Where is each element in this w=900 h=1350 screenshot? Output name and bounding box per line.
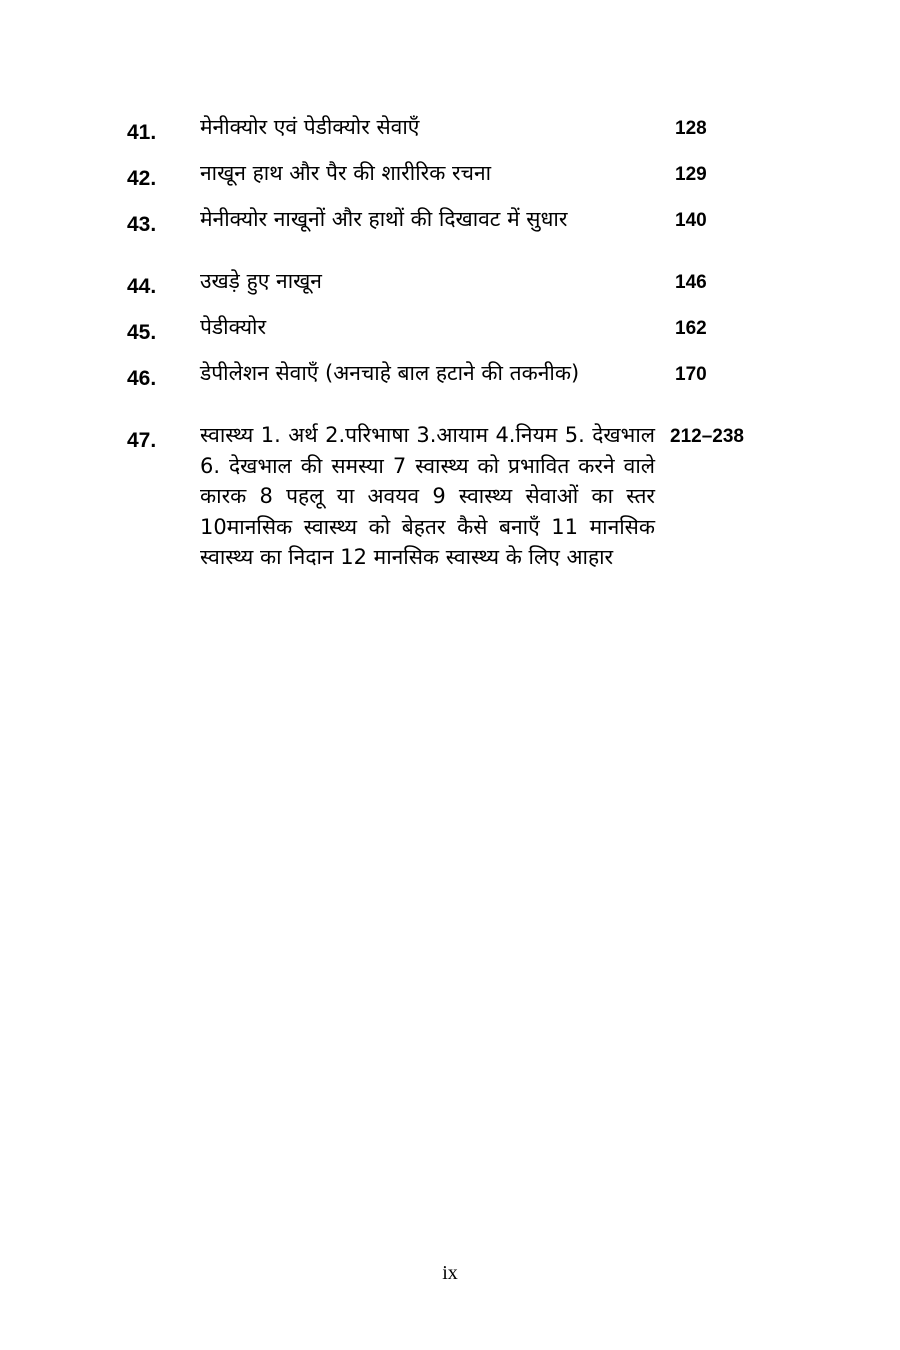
toc-entry (127, 420, 787, 573)
toc-entry-title: नाखून हाथ और पैर की शारीरिक रचना (200, 161, 492, 185)
toc-entry-number: 43. (127, 213, 157, 236)
toc-entry (127, 358, 787, 420)
table-of-contents (127, 112, 787, 573)
toc-entry-number: 42. (127, 167, 157, 190)
toc-entry-page: 140 (675, 210, 707, 231)
toc-entry-title: स्वास्थ्य 1. अर्थ 2.परिभाषा 3.आयाम 4.नियम 5. देखभाल 6. देखभाल की समस्या 7 स्वास्थ्य को प्रभावित करने वाले कारक 8 पहलू या अवयव 9 स्वास्थ्य सेवाओं का स्तर 10मानसिक स्वास्थ्य को बेहतर कैसे बनाएँ 11 मानसिक स्वास्थ्य का निदान 12 मानसिक स्वास्थ्य के लिए आहार (200, 423, 655, 569)
toc-entry-number: 41. (127, 121, 157, 144)
toc-entry-page: 170 (675, 364, 707, 385)
toc-entry-number: 45. (127, 321, 157, 344)
toc-entry (127, 158, 787, 204)
toc-entry-title: मेनीक्योर एवं पेडीक्योर सेवाएँ (200, 115, 420, 139)
toc-entry-title: मेनीक्योर नाखूनों और हाथों की दिखावट में सुधार (200, 207, 568, 231)
toc-entry-title: उखड़े हुए नाखून (200, 269, 322, 293)
toc-entry (127, 266, 787, 312)
toc-entry-number: 44. (127, 275, 157, 298)
toc-entry-page: 129 (675, 164, 707, 185)
toc-entry-page: 146 (675, 272, 707, 293)
toc-entry (127, 112, 787, 158)
toc-entry-title: पेडीक्योर (200, 315, 267, 339)
toc-entry-page: 212–238 (670, 426, 744, 447)
toc-entry-number: 47. (127, 429, 157, 452)
page-number: ix (442, 1262, 458, 1284)
toc-entry-page: 162 (675, 318, 707, 339)
toc-entry (127, 312, 787, 358)
toc-entry-page: 128 (675, 118, 707, 139)
toc-entry (127, 204, 787, 266)
toc-entry-number: 46. (127, 367, 157, 390)
toc-entry-title: डेपीलेशन सेवाएँ (अनचाहे बाल हटाने की तकनीक) (200, 361, 580, 385)
